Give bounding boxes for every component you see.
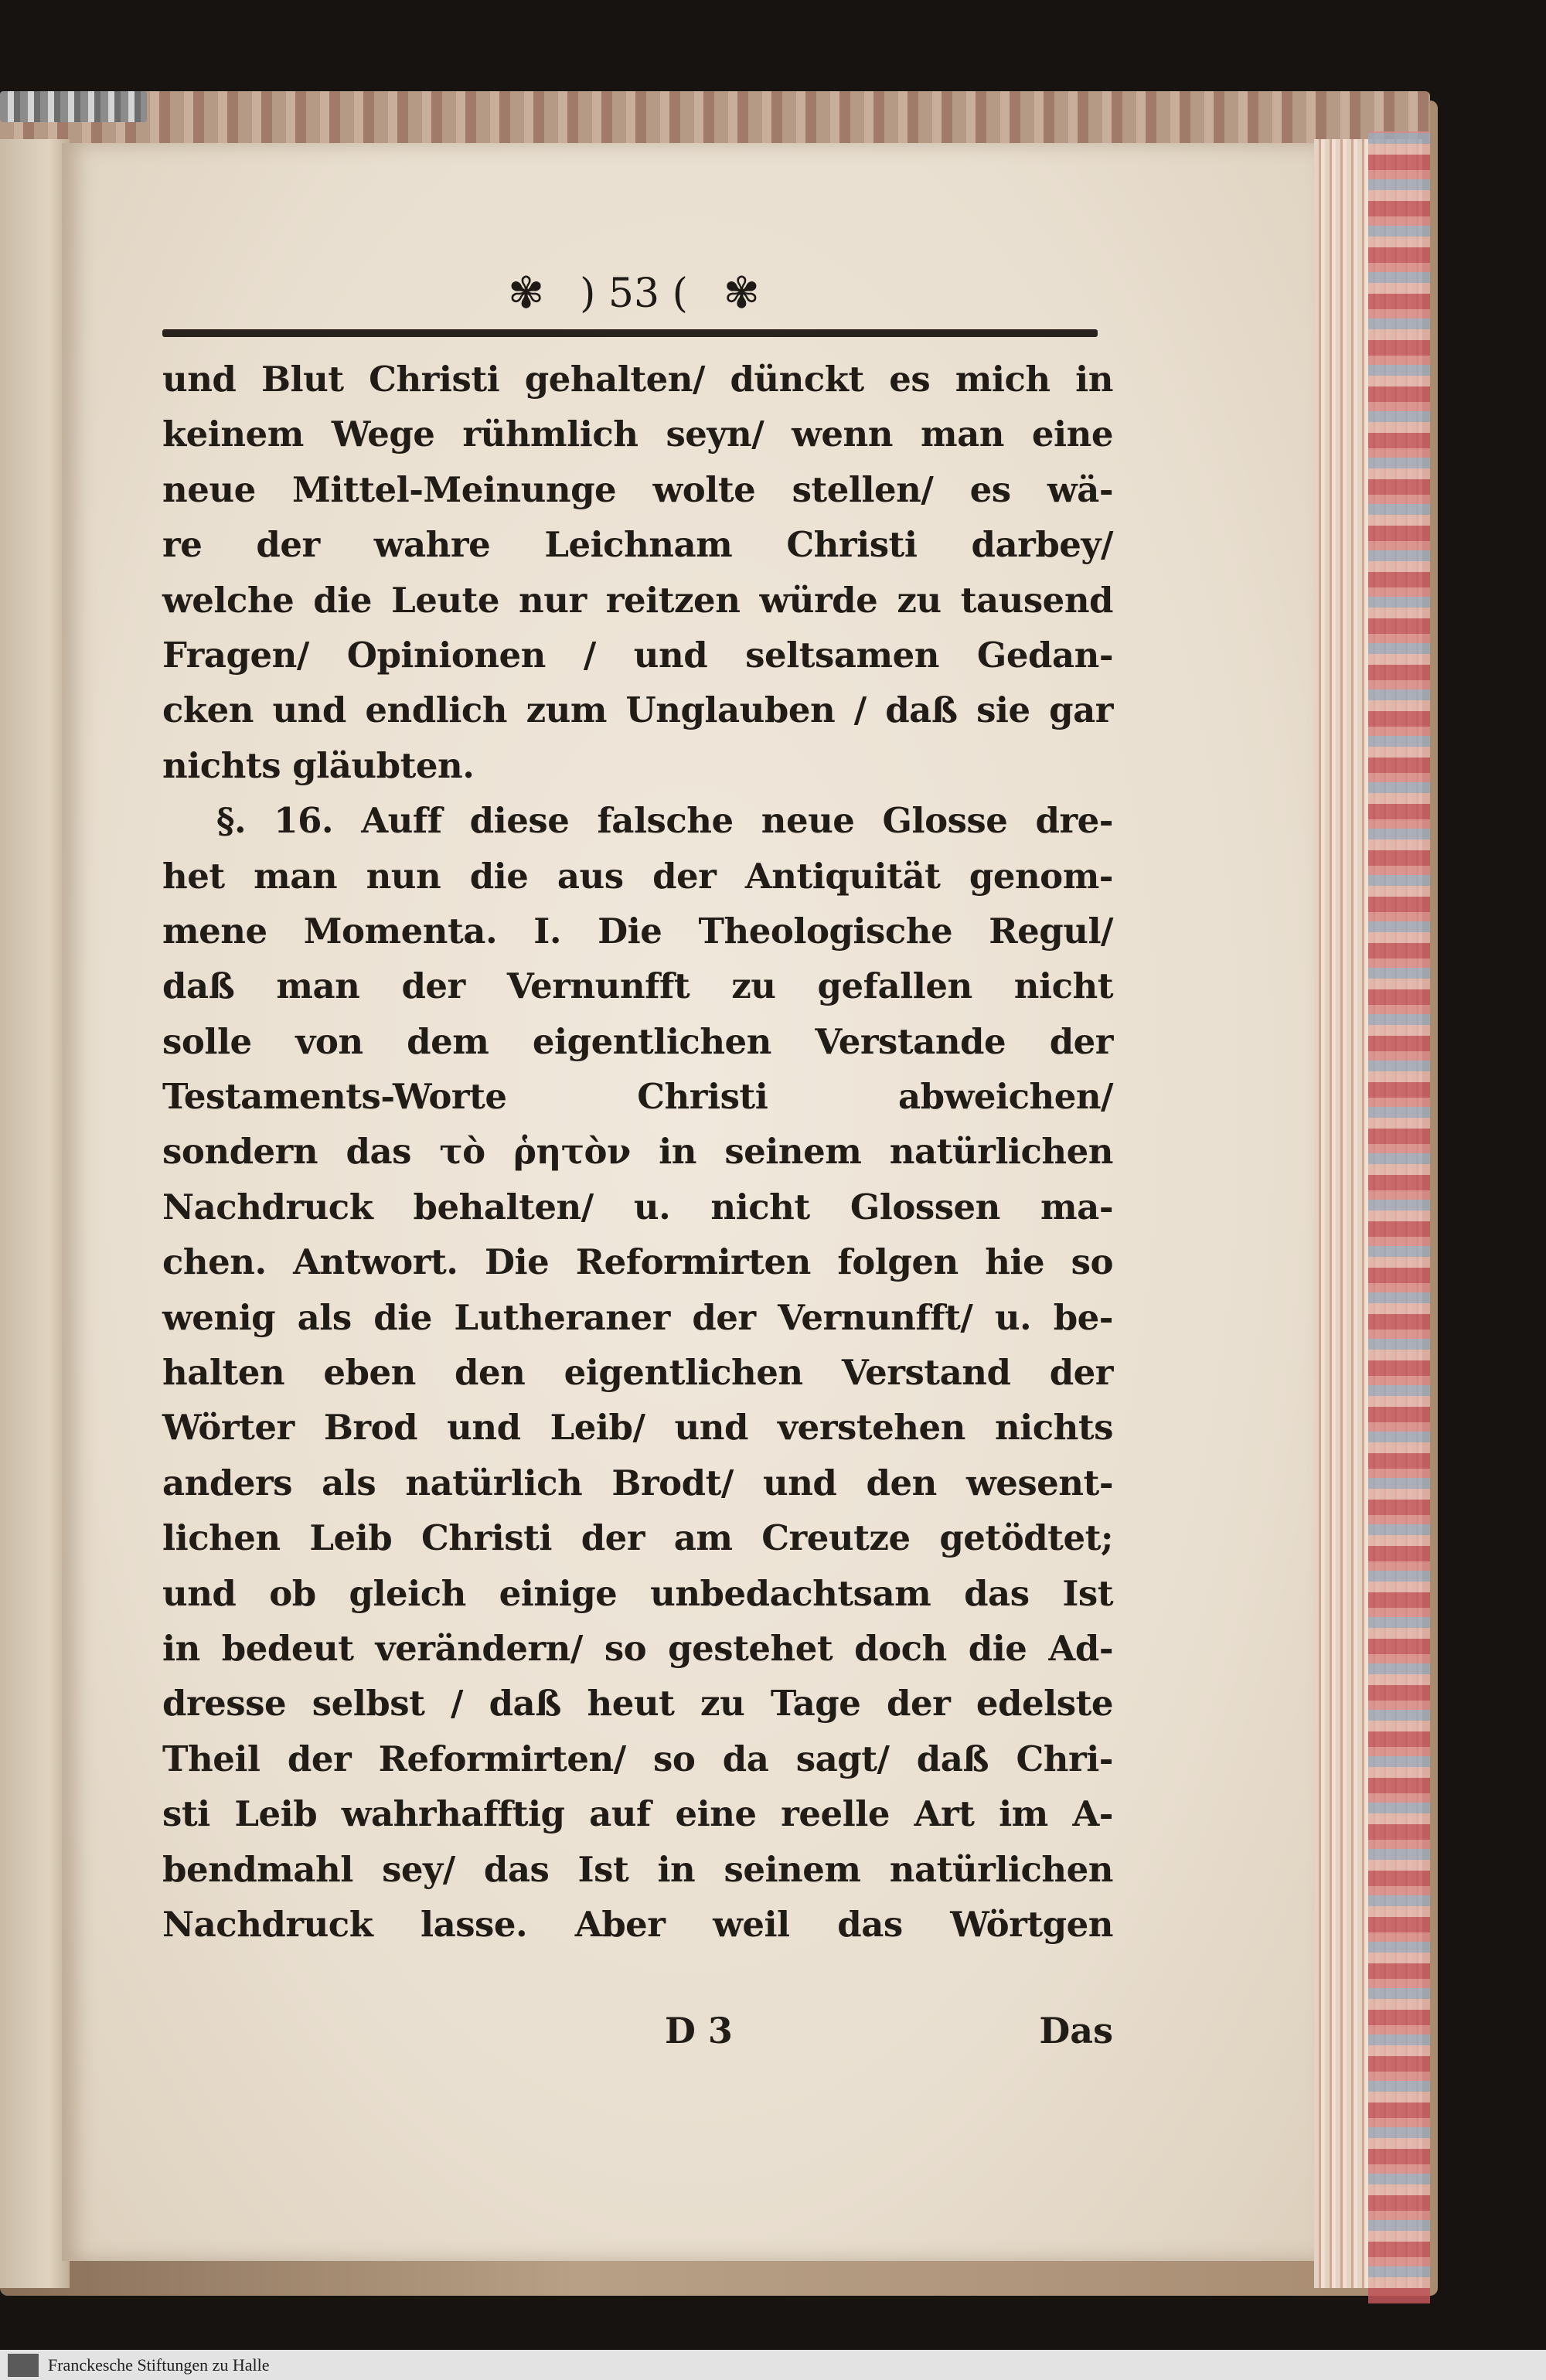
left-ornament-icon: ✾ bbox=[508, 268, 545, 318]
right-ornament-icon: ✾ bbox=[723, 268, 760, 318]
text-line: Testaments-Worte Christi abweichen/ bbox=[162, 1076, 1113, 1118]
text-line: wenig als die Lutheraner der Vernunfft/ u. be- bbox=[162, 1296, 1113, 1338]
text-line: halten eben den eigentlichen Verstand der bbox=[162, 1352, 1113, 1394]
credit-bar bbox=[0, 2350, 1546, 2380]
text-line: lichen Leib Christi der am Creutze getödtet; bbox=[162, 1517, 1113, 1559]
text-line: Nachdruck behalten/ u. nicht Glossen ma- bbox=[162, 1186, 1113, 1227]
book-top-edge bbox=[0, 91, 1430, 145]
page-footer bbox=[665, 2010, 1113, 2072]
catchword: Das bbox=[1039, 2010, 1113, 2051]
institution-logo-icon bbox=[8, 2354, 39, 2377]
running-header bbox=[433, 263, 835, 325]
body-text bbox=[162, 352, 1113, 1952]
page-number: ) 53 ( bbox=[580, 271, 688, 317]
text-line: nichts gläubten. bbox=[162, 744, 475, 786]
header-rule bbox=[162, 329, 1098, 337]
text-line: in bedeut verändern/ so gestehet doch die Ad- bbox=[162, 1627, 1113, 1669]
clasp-ornament bbox=[0, 91, 147, 122]
text-line: dresse selbst / daß heut zu Tage der edelste bbox=[162, 1683, 1113, 1725]
text-line: neue Mittel-Meinunge wolte stellen/ es wä- bbox=[162, 468, 1113, 510]
signature-mark: D 3 bbox=[665, 2010, 733, 2051]
text-line: welche die Leute nur reitzen würde zu tausend bbox=[162, 579, 1113, 621]
text-line: re der wahre Leichnam Christi darbey/ bbox=[162, 524, 1113, 566]
text-line: Nachdruck lasse. Aber weil das Wörtgen bbox=[162, 1903, 1113, 1945]
text-line: Theil der Reformirten/ so da sagt/ daß Chri- bbox=[162, 1738, 1113, 1779]
text-line: anders als natürlich Brodt/ und den wesent- bbox=[162, 1462, 1113, 1503]
text-line: mene Momenta. I. Die Theologische Regul/ bbox=[162, 910, 1113, 952]
credit-text: Franckesche Stiftungen zu Halle bbox=[48, 2354, 270, 2375]
text-line: chen. Antwort. Die Reformirten folgen hie so bbox=[162, 1241, 1113, 1283]
left-page-edge bbox=[0, 139, 70, 2288]
text-line: solle von dem eigentlichen Verstande der bbox=[162, 1020, 1113, 1062]
text-line: sti Leib wahrhafftig auf eine reelle Art im A- bbox=[162, 1793, 1113, 1835]
text-line: Fragen/ Opinionen / und seltsamen Gedan- bbox=[162, 634, 1113, 676]
text-line: und Blut Christi gehalten/ dünckt es mich in bbox=[162, 359, 1113, 400]
text-line: Wörter Brod und Leib/ und verstehen nichts bbox=[162, 1407, 1113, 1449]
text-line: het man nun die aus der Antiquität genom- bbox=[162, 855, 1113, 897]
text-line: sondern das τὸ ῥητὸν in seinem natürlichen bbox=[162, 1131, 1113, 1173]
text-line: und ob gleich einige unbedachtsam das Ist bbox=[162, 1572, 1113, 1614]
text-line: cken und endlich zum Unglauben / daß sie gar bbox=[162, 689, 1113, 731]
text-line: daß man der Vernunfft zu gefallen nicht bbox=[162, 965, 1113, 1007]
text-line: bendmahl sey/ das Ist in seinem natürlichen bbox=[162, 1848, 1113, 1890]
paragraph-start-line: §. 16. Auff diese falsche neue Glosse dre- bbox=[216, 800, 1113, 842]
sprinkled-red-edge bbox=[1368, 131, 1430, 2303]
text-line: keinem Wege rühmlich seyn/ wenn man eine bbox=[162, 414, 1113, 455]
